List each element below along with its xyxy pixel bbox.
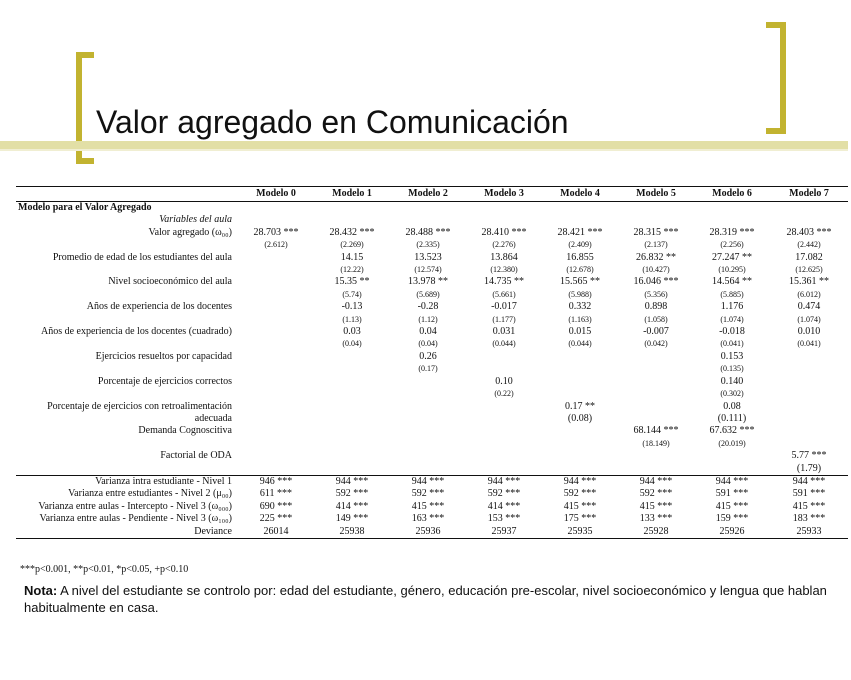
std-error-cell: (0.041) — [720, 339, 744, 349]
std-error-cell: (5.689) — [416, 289, 440, 299]
std-error-cell: (2.269) — [340, 240, 364, 250]
value-cell: 16.046 *** — [633, 276, 679, 288]
value-cell: 25935 — [542, 526, 618, 539]
value-cell — [238, 425, 314, 437]
value-cell: 17.082 — [795, 251, 823, 263]
value-cell: 25938 — [314, 526, 390, 539]
row-label: Porcentaje de ejercicios con retroalimentación — [47, 400, 232, 412]
value-cell: 944 *** — [314, 475, 390, 488]
value-cell — [694, 450, 770, 462]
row-label: Porcentaje de ejercicios correctos — [97, 375, 232, 387]
value-cell — [770, 413, 848, 425]
value-cell: 415 *** — [715, 500, 749, 512]
value-cell: 16.855 — [566, 251, 594, 263]
value-cell: 68.144 *** — [633, 425, 679, 437]
header-model: Modelo 1 — [314, 187, 390, 202]
value-cell — [466, 463, 542, 476]
table-row — [16, 252, 848, 264]
std-error-cell — [770, 388, 848, 400]
value-cell: 25936 — [390, 526, 466, 539]
std-error-cell: (0.041) — [797, 339, 821, 349]
value-cell: -0.28 — [417, 301, 439, 313]
value-cell: 13.864 — [490, 251, 518, 263]
std-error-cell: (0.044) — [492, 339, 516, 349]
value-cell: 0.898 — [644, 301, 668, 313]
value-cell: 27.247 ** — [712, 251, 752, 263]
value-cell — [618, 450, 694, 462]
value-cell — [542, 425, 618, 437]
value-cell — [314, 401, 390, 413]
table-row — [16, 326, 848, 338]
std-error-cell — [314, 438, 390, 450]
value-cell: 0.031 — [492, 326, 516, 338]
table-group-row — [16, 202, 848, 215]
row-label: Nivel socioeconómico del aula — [108, 276, 232, 288]
row-label — [16, 264, 238, 276]
std-error-cell: (2.409) — [568, 240, 592, 250]
variance-row — [16, 526, 848, 539]
value-cell: 25928 — [618, 526, 694, 539]
variance-row — [16, 488, 848, 500]
value-cell: 591 *** — [715, 488, 749, 500]
value-cell: 15.361 ** — [789, 276, 829, 288]
value-cell — [314, 463, 390, 476]
value-cell — [618, 401, 694, 413]
table-row — [16, 239, 848, 251]
value-cell: 28.410 *** — [481, 226, 527, 238]
regression-table — [16, 186, 848, 539]
value-cell: 26.832 ** — [636, 251, 676, 263]
std-error-cell — [770, 363, 848, 375]
value-cell — [770, 376, 848, 388]
header-model: Modelo 2 — [390, 187, 466, 202]
value-cell: 0.26 — [419, 350, 437, 362]
value-cell: 611 *** — [259, 488, 293, 500]
value-cell: 153 *** — [487, 513, 521, 525]
table-row — [16, 363, 848, 375]
header-model: Modelo 0 — [238, 187, 314, 202]
value-cell — [466, 450, 542, 462]
value-cell — [770, 351, 848, 363]
std-error-cell — [770, 438, 848, 450]
std-error-cell: (1.058) — [644, 314, 668, 324]
value-cell: -0.017 — [491, 301, 517, 313]
value-cell: 944 *** — [542, 475, 618, 488]
value-cell: 28.488 *** — [405, 226, 451, 238]
table-row — [16, 413, 848, 425]
table-row — [16, 289, 848, 301]
value-cell: 592 *** — [563, 488, 597, 500]
std-error-cell: (2.256) — [720, 240, 744, 250]
value-cell: (0.08) — [567, 412, 593, 424]
value-cell: 0.10 — [495, 375, 513, 387]
value-cell — [694, 463, 770, 476]
table-row — [16, 276, 848, 288]
value-cell — [238, 301, 314, 313]
row-label: Factorial de ODA — [160, 450, 232, 462]
std-error-cell: (0.044) — [568, 339, 592, 349]
header-model: Modelo 3 — [466, 187, 542, 202]
row-label: Varianza intra estudiante - Nivel 1 — [16, 475, 238, 488]
slide-title: Valor agregado en Comunicación — [96, 104, 569, 140]
value-cell: 944 *** — [694, 475, 770, 488]
header-model: Modelo 6 — [694, 187, 770, 202]
value-cell: 0.08 — [723, 400, 741, 412]
std-error-cell: (12.574) — [414, 265, 442, 275]
group-label: Modelo para el Valor Agregado — [18, 202, 152, 213]
row-label — [16, 239, 238, 251]
value-cell: 175 *** — [563, 513, 597, 525]
value-cell: 944 *** — [770, 475, 848, 488]
value-cell: 28.315 *** — [633, 226, 679, 238]
table-row — [16, 401, 848, 413]
table-row — [16, 314, 848, 326]
std-error-cell: (5.74) — [342, 289, 362, 299]
value-cell — [542, 351, 618, 363]
value-cell — [314, 413, 390, 425]
value-cell — [238, 376, 314, 388]
value-cell — [542, 450, 618, 462]
value-cell — [238, 450, 314, 462]
table-header-row — [16, 187, 848, 202]
row-label — [16, 363, 238, 375]
value-cell: 415 *** — [792, 500, 826, 512]
variance-row — [16, 513, 848, 525]
table-row — [16, 264, 848, 276]
value-cell: 591 *** — [792, 488, 826, 500]
std-error-cell: (0.04) — [418, 339, 438, 349]
table-row — [16, 351, 848, 363]
std-error-cell — [466, 438, 542, 450]
std-error-cell: (6.012) — [797, 289, 821, 299]
std-error-cell — [618, 363, 694, 375]
value-cell: 946 *** — [238, 475, 314, 488]
value-cell — [390, 401, 466, 413]
value-cell: 944 *** — [466, 475, 542, 488]
row-label: Valor agregado (ω₀₀) — [148, 226, 232, 238]
value-cell: 163 *** — [411, 513, 445, 525]
row-label — [16, 338, 238, 350]
value-cell: 0.03 — [343, 326, 361, 338]
header-model: Modelo 4 — [542, 187, 618, 202]
value-cell: 0.010 — [797, 326, 821, 338]
value-cell: 0.153 — [720, 350, 744, 362]
value-cell: 14.564 ** — [712, 276, 752, 288]
std-error-cell: (12.625) — [795, 265, 823, 275]
value-cell: 13.978 ** — [408, 276, 448, 288]
std-error-cell — [238, 388, 314, 400]
std-error-cell: (5.661) — [492, 289, 516, 299]
std-error-cell: (1.177) — [492, 314, 516, 324]
value-cell: 25933 — [770, 526, 848, 539]
row-label — [16, 289, 238, 301]
value-cell: 14.735 ** — [484, 276, 524, 288]
right-bracket-top — [766, 22, 786, 28]
std-error-cell — [314, 363, 390, 375]
table-section-row — [16, 214, 848, 226]
std-error-cell: (5.988) — [568, 289, 592, 299]
value-cell — [390, 450, 466, 462]
value-cell — [618, 376, 694, 388]
std-error-cell: (2.335) — [416, 240, 440, 250]
value-cell: 0.474 — [797, 301, 821, 313]
value-cell: 5.77 *** — [791, 450, 827, 462]
table-row — [16, 425, 848, 437]
row-label: Promedio de edad de los estudiantes del aula — [52, 251, 232, 263]
table-row — [16, 301, 848, 313]
std-error-cell: (1.163) — [568, 314, 592, 324]
value-cell — [770, 425, 848, 437]
value-cell: -0.018 — [719, 326, 745, 338]
table-row — [16, 338, 848, 350]
value-cell: 28.403 *** — [786, 226, 832, 238]
std-error-cell — [238, 338, 314, 350]
value-cell — [466, 401, 542, 413]
std-error-cell — [390, 438, 466, 450]
row-label — [16, 463, 238, 476]
header-model: Modelo 5 — [618, 187, 694, 202]
value-cell — [390, 376, 466, 388]
std-error-cell: (1.074) — [797, 314, 821, 324]
value-cell: 944 *** — [390, 475, 466, 488]
value-cell: 0.140 — [720, 375, 744, 387]
row-label — [16, 388, 238, 400]
value-cell: 225 *** — [259, 513, 293, 525]
table-corner — [16, 187, 238, 202]
std-error-cell: (12.380) — [490, 265, 518, 275]
value-cell: 414 *** — [487, 500, 521, 512]
value-cell: (1.79) — [796, 462, 822, 474]
value-cell: 944 *** — [618, 475, 694, 488]
value-cell: 0.332 — [568, 301, 592, 313]
std-error-cell: (1.12) — [418, 314, 438, 324]
value-cell: 415 *** — [411, 500, 445, 512]
std-error-cell: (2.276) — [492, 240, 516, 250]
value-cell: 0.04 — [419, 326, 437, 338]
value-cell: 592 *** — [487, 488, 521, 500]
note-text — [24, 582, 834, 616]
row-label: Deviance — [16, 526, 238, 539]
value-cell — [314, 351, 390, 363]
std-error-cell — [542, 438, 618, 450]
value-cell: -0.007 — [643, 326, 669, 338]
std-error-cell — [238, 363, 314, 375]
value-cell — [314, 450, 390, 462]
variance-row — [16, 475, 848, 488]
std-error-cell — [238, 314, 314, 326]
std-error-cell: (10.295) — [718, 265, 746, 275]
value-cell: 592 *** — [411, 488, 445, 500]
table-row — [16, 388, 848, 400]
value-cell: 28.421 *** — [557, 226, 603, 238]
row-label: Varianza entre estudiantes - Nivel 2 (μ₀₀) — [68, 488, 232, 500]
value-cell: 133 *** — [639, 513, 673, 525]
title-underline-bar-light — [0, 149, 848, 151]
value-cell: 183 *** — [792, 513, 826, 525]
value-cell — [618, 413, 694, 425]
std-error-cell: (18.149) — [642, 438, 670, 448]
table-row — [16, 438, 848, 450]
std-error-cell — [618, 388, 694, 400]
value-cell — [314, 425, 390, 437]
std-error-cell: (2.612) — [264, 240, 288, 250]
value-cell: -0.13 — [341, 301, 363, 313]
value-cell: 28.432 *** — [329, 226, 375, 238]
row-label: Años de experiencia de los docentes (cuadrado) — [40, 326, 232, 338]
row-label: Varianza entre aulas - Pendiente - Nivel 3 (ω₁₀₀) — [39, 513, 232, 525]
value-cell — [466, 425, 542, 437]
std-error-cell — [238, 438, 314, 450]
value-cell: 28.703 *** — [253, 226, 299, 238]
value-cell: 592 *** — [335, 488, 369, 500]
right-bracket-bottom — [766, 128, 786, 134]
std-error-cell: (0.22) — [494, 389, 514, 399]
value-cell — [238, 413, 314, 425]
std-error-cell: (20.019) — [718, 438, 746, 448]
value-cell — [390, 413, 466, 425]
std-error-cell — [542, 363, 618, 375]
table-row — [16, 376, 848, 388]
row-label: Varianza entre aulas - Intercepto - Nivel 3 (ω₀₀₀) — [38, 500, 232, 512]
row-label: adecuada — [194, 412, 232, 424]
value-cell — [314, 376, 390, 388]
value-cell: 13.523 — [414, 251, 442, 263]
std-error-cell: (2.137) — [644, 240, 668, 250]
left-bracket-bottom — [76, 158, 94, 164]
value-cell: 0.015 — [568, 326, 592, 338]
std-error-cell: (12.678) — [566, 265, 594, 275]
value-cell: (0.111) — [717, 412, 747, 424]
variance-row — [16, 501, 848, 513]
significance-footnote: ***p<0.001, **p<0.01, *p<0.05, +p<0.10 — [20, 564, 189, 575]
value-cell — [466, 413, 542, 425]
value-cell: 0.17 ** — [565, 400, 595, 412]
std-error-cell: (5.356) — [644, 289, 668, 299]
left-bracket-top — [76, 52, 94, 58]
value-cell — [390, 425, 466, 437]
table-row — [16, 463, 848, 476]
title-underline-bar — [0, 141, 848, 149]
std-error-cell: (0.302) — [720, 389, 744, 399]
value-cell: 149 *** — [335, 513, 369, 525]
std-error-cell: (10.427) — [642, 265, 670, 275]
std-error-cell: (0.042) — [644, 339, 668, 349]
std-error-cell — [390, 388, 466, 400]
value-cell — [618, 351, 694, 363]
header-model: Modelo 7 — [770, 187, 848, 202]
std-error-cell — [238, 264, 314, 276]
value-cell — [542, 376, 618, 388]
value-cell: 67.632 *** — [709, 425, 755, 437]
value-cell: 414 *** — [335, 500, 369, 512]
value-cell — [238, 401, 314, 413]
row-label: Demanda Cognoscitiva — [138, 425, 232, 437]
std-error-cell: (1.13) — [342, 314, 362, 324]
value-cell: 592 *** — [639, 488, 673, 500]
row-label — [16, 438, 238, 450]
std-error-cell — [314, 388, 390, 400]
std-error-cell: (12.22) — [340, 265, 364, 275]
value-cell: 15.565 ** — [560, 276, 600, 288]
value-cell: 25937 — [466, 526, 542, 539]
table-row — [16, 450, 848, 462]
row-label: Años de experiencia de los docentes — [86, 301, 232, 313]
note-prefix: Nota: — [24, 583, 58, 598]
value-cell: 415 *** — [639, 500, 673, 512]
value-cell: 1.176 — [720, 301, 744, 313]
value-cell: 159 *** — [715, 513, 749, 525]
row-label — [16, 314, 238, 326]
value-cell — [466, 351, 542, 363]
value-cell — [238, 463, 314, 476]
value-cell — [238, 351, 314, 363]
value-cell — [238, 326, 314, 338]
value-cell: 25926 — [694, 526, 770, 539]
value-cell: 26014 — [238, 526, 314, 539]
value-cell — [238, 276, 314, 288]
value-cell: 415 *** — [563, 500, 597, 512]
value-cell — [542, 463, 618, 476]
std-error-cell: (0.135) — [720, 364, 744, 374]
value-cell: 15.35 ** — [334, 276, 370, 288]
value-cell — [390, 463, 466, 476]
value-cell — [770, 401, 848, 413]
row-label: Ejercicios resueltos por capacidad — [95, 350, 232, 362]
std-error-cell — [466, 363, 542, 375]
value-cell: 28.319 *** — [709, 226, 755, 238]
std-error-cell: (0.17) — [418, 364, 438, 374]
std-error-cell — [238, 289, 314, 301]
section-label: Variables del aula — [159, 214, 232, 226]
std-error-cell: (5.885) — [720, 289, 744, 299]
std-error-cell: (0.04) — [342, 339, 362, 349]
value-cell — [238, 252, 314, 264]
std-error-cell: (2.442) — [797, 240, 821, 250]
std-error-cell — [542, 388, 618, 400]
std-error-cell: (1.074) — [720, 314, 744, 324]
value-cell: 690 *** — [259, 500, 293, 512]
value-cell — [618, 463, 694, 476]
right-bracket-vertical — [780, 22, 786, 134]
note-body: A nivel del estudiante se controlo por: edad del estudiante, género, educación pre-escolar, nivel socioeconómico y lengua que hablan habitualmente en casa. — [24, 583, 827, 615]
table-row — [16, 227, 848, 239]
value-cell: 14.15 — [340, 251, 364, 263]
